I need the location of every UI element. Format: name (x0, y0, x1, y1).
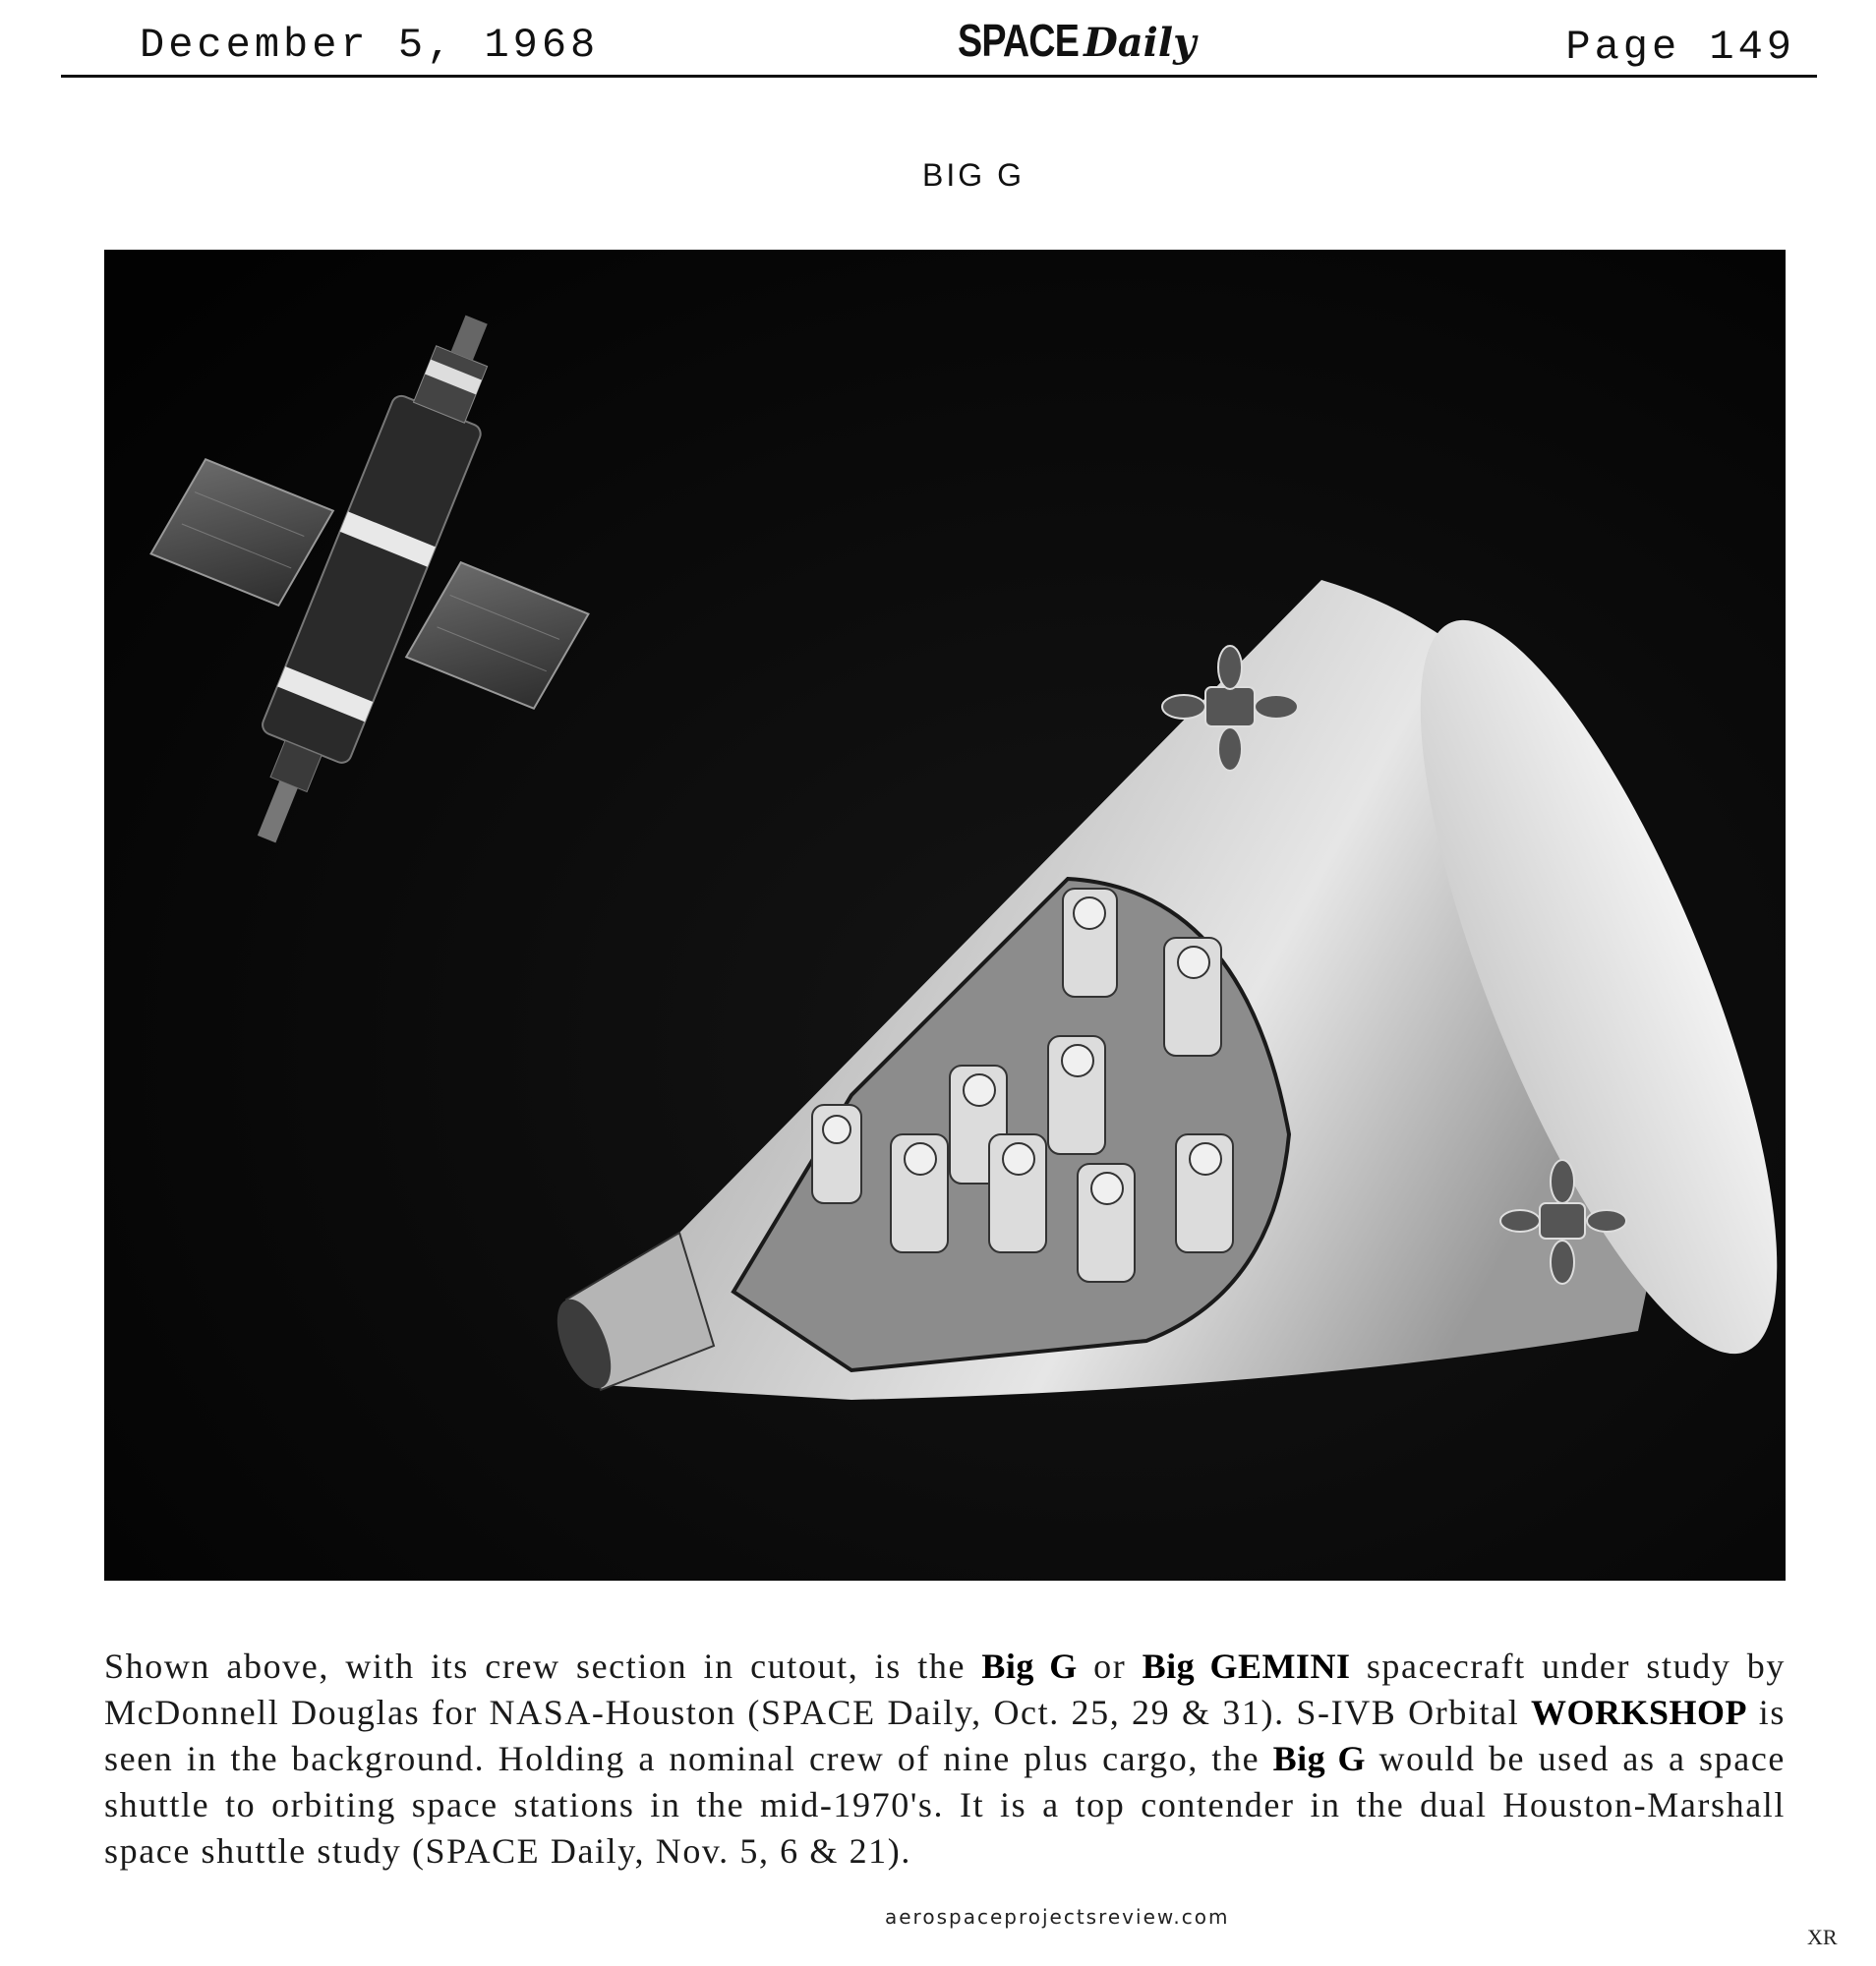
article-title: BIG G (922, 157, 1025, 193)
masthead-space: SPACE (958, 15, 1080, 66)
caption-text-5: would be used as a space shuttle to orbiting space stations in the mid-1970's. It is a top contender in the dual Houston-Marshall space shuttle study (SPACE Daily, Nov. 5, 6 & 21). (104, 1739, 1787, 1871)
watermark: aerospaceprojectsreview.com (885, 1905, 1230, 1929)
issue-date: December 5, 1968 (140, 22, 600, 69)
header-rule (61, 75, 1817, 78)
page-header (61, 14, 1817, 75)
masthead (958, 14, 1196, 67)
masthead-daily: Daily (1084, 20, 1197, 66)
page-number: Page 149 (1565, 24, 1795, 71)
caption-bold-workshop: WORKSHOP (1531, 1693, 1748, 1732)
caption-bold-big-gemini: Big GEMINI (1142, 1647, 1351, 1686)
illustration-svg (104, 250, 1786, 1581)
footer-code: XR (1807, 1925, 1838, 1949)
caption-text-1: Shown above, with its crew section in cutout, is the (104, 1647, 982, 1686)
caption-bold-big-g: Big G (981, 1647, 1078, 1686)
caption-text-2: or (1077, 1647, 1143, 1686)
caption-text-4: is seen in the background. Holding a nominal crew of nine plus cargo, the (104, 1693, 1786, 1778)
caption-text-3: spacecraft under study by McDonnell Douglas for NASA-Houston (SPACE Daily, Oct. 25, 29 & 31). S-IVB Orbital (104, 1647, 1787, 1732)
figure-caption (104, 1644, 1786, 1875)
spacecraft-illustration (104, 250, 1786, 1581)
caption-bold-big-g-2: Big G (1272, 1739, 1367, 1778)
